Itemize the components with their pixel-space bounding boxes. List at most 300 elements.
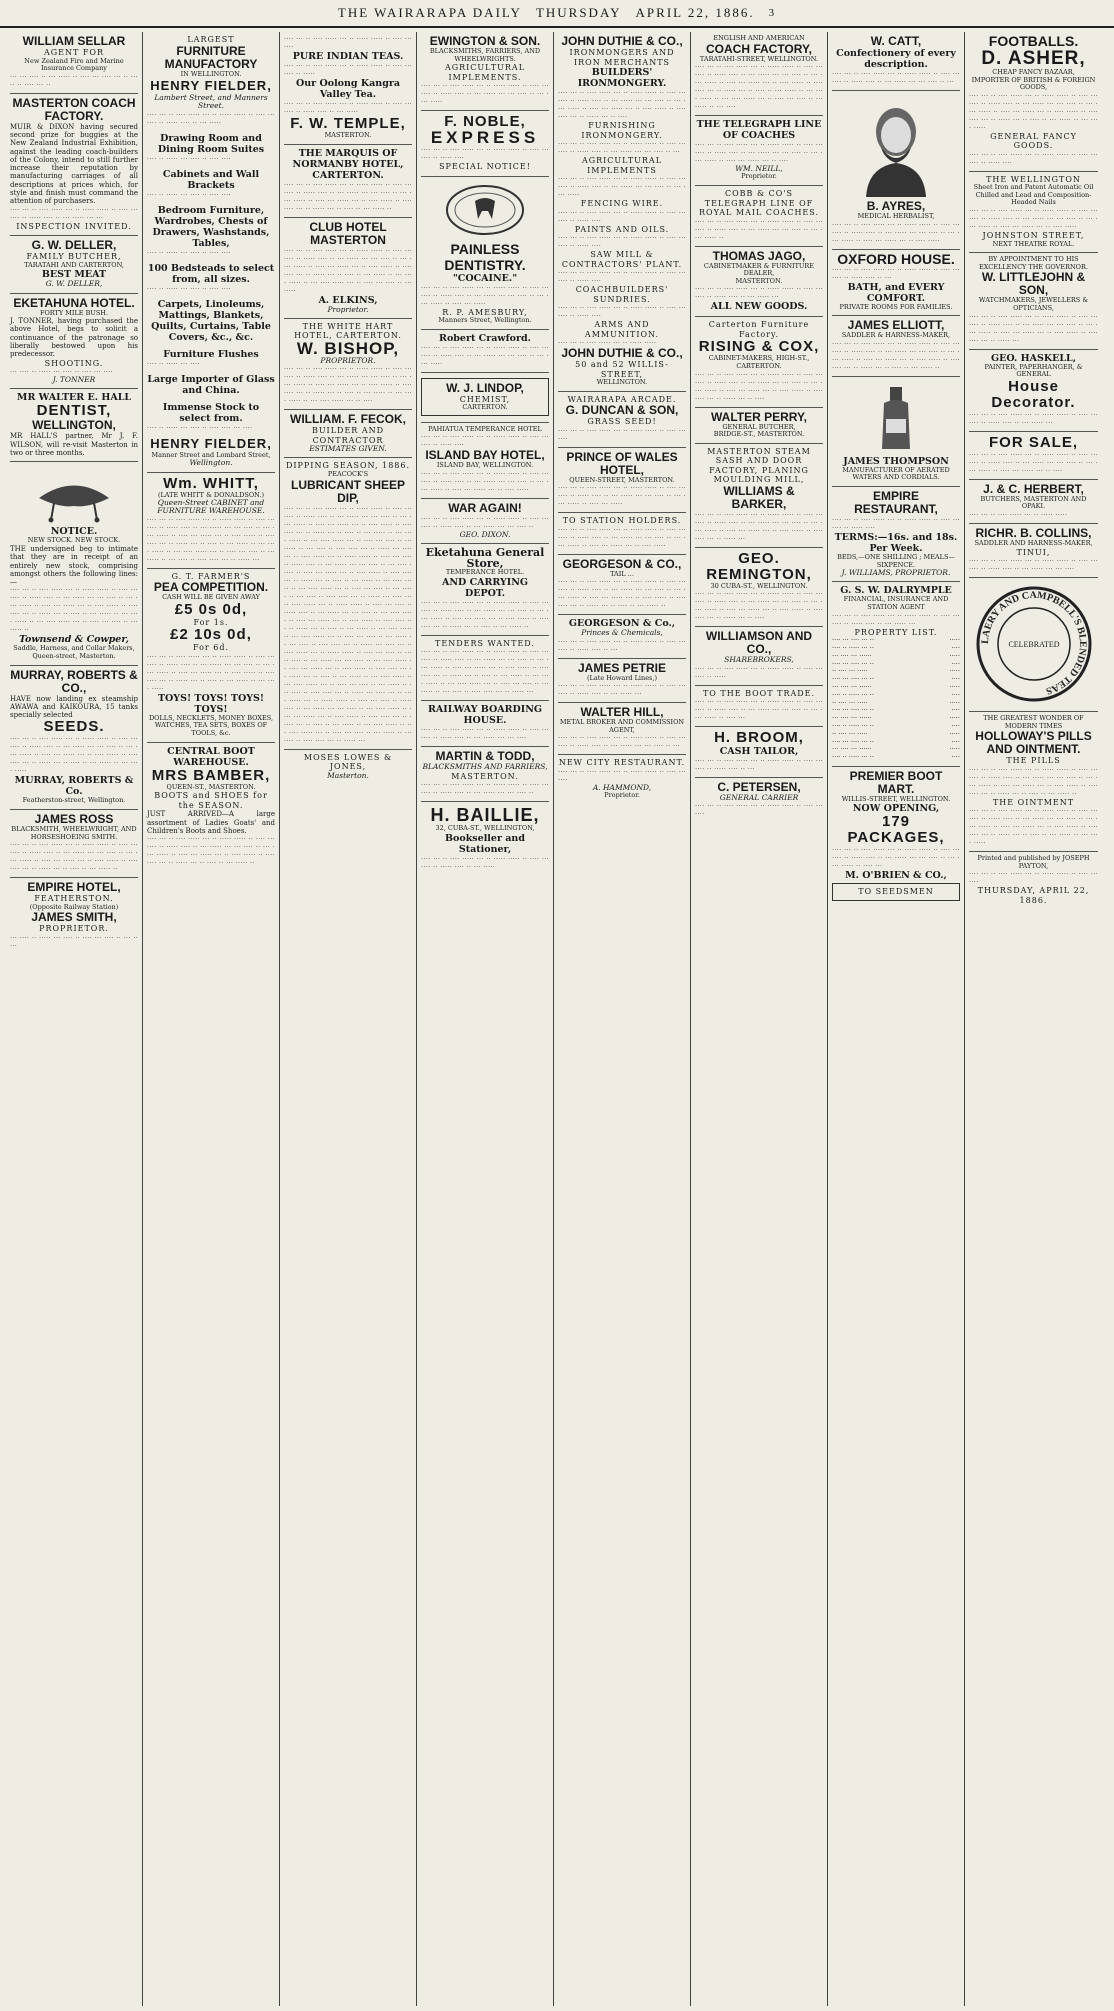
ad-place: WELLINGTON, xyxy=(32,418,116,433)
ad-subtitle: WILLIS-STREET, WELLINGTON. xyxy=(841,794,951,803)
ad-title: WILLIAMSON AND CO., xyxy=(705,629,813,657)
ad-kicker: DIPPING SEASON, 1886. xyxy=(285,461,411,471)
ad-title: TENDERS WANTED. xyxy=(435,638,535,648)
ad-owner: F. W. TEMPLE, xyxy=(290,115,406,132)
body-text-filler: ···· ··· ·· ···· ····· ··· ·· ····· ····· xyxy=(969,510,1068,519)
ad-lindop xyxy=(421,373,549,423)
body-text-filler: ···· ··· ·· ···· ····· ··· ·· ····· ····· ·· ···· ··· ···· ·· ····· ···· ·· ··· ····· ··· ··· ···· ·· ··· ···· ····· ·· ···· ··· ····· ··· ·· ···· ····· ·· ···· ···· ··· ·· ····· ··· ·· ···· ·· ··· ····· ·· ··· ···· ····· ·· ··· ···· ····· ··· ·· ···· ··· ···· ·· ··· ····· ·· ··· ···· xyxy=(695,63,823,112)
ad-address: Saddle, Harness, and Collar Makers, Queen-street, Masterton. xyxy=(13,644,135,660)
ad-prince-of-wales xyxy=(558,448,686,514)
ad-section: PAINTS AND OILS. xyxy=(574,224,670,234)
property-list-row: ··· ···· ··· ······ ····· xyxy=(832,714,960,723)
ad-subtitle: Bookseller and Stationer, xyxy=(445,832,525,855)
body-text-filler: ···· ··· ·· ···· ····· ··· ·· ····· ····· ·· ···· ··· ···· ·· ····· ···· ·· ··· ····· ··· ··· ···· ·· ··· ···· ····· ·· ···· ··· ····· ··· ·· ···· ····· xyxy=(832,220,960,245)
ad-subtitle: GENERAL BUTCHER, xyxy=(722,422,796,431)
ad-title: WILLIAM SELLAR xyxy=(22,34,126,48)
ad-signature: G. W. DELLER, xyxy=(45,279,103,289)
ad-furniture xyxy=(147,32,275,473)
ad-title: H. BROOM, xyxy=(714,729,804,747)
ad-feature: SHOOTING. xyxy=(44,358,104,368)
ad-subtitle: SADDLER AND HARNESS-MAKER, xyxy=(974,538,1093,547)
ad-asher xyxy=(969,32,1098,172)
ad-title: FURNITURE MANUFACTORY xyxy=(164,43,258,71)
ad-title: THE TELEGRAPH LINE OF COACHES xyxy=(696,119,822,142)
body-text-filler: ···· ··· ·· ···· ····· ··· ·· ····· ····· ·· ···· ··· ···· ·· ····· ···· ·· ··· ····· ··· ··· ···· ·· ··· ···· ····· ·· ···· ··· ····· ··· ·· ···· xyxy=(969,450,1098,475)
body-text-filler: ···· ··· ·· ···· ····· ··· ·· ····· ····· ·· ···· ··· ···· ·· ····· ···· ·· ··· ····· xyxy=(147,110,275,127)
ad-line: DOLLS, NECKLETS, MONEY BOXES, WATCHES, TEA SETS, BOXES OF TOOLS, &c. xyxy=(148,713,274,738)
ad-subtitle: CABINET-MAKERS, HIGH-ST., CARTERTON. xyxy=(708,354,810,370)
body-text-filler: ···· ··· ·· ···· ····· ··· ·· ····· ····· ·· ···· ··· ···· ·· ····· ···· ·· ··· ····· ··· ··· xyxy=(10,205,138,222)
ad-title: RICHR. B. COLLINS, xyxy=(975,525,1092,540)
property-list-row: ·· ···· ··· ····· ····· xyxy=(832,729,960,738)
ad-address: 50 and 52 WILLIS-STREET, xyxy=(575,360,669,379)
column-6 xyxy=(691,32,828,2006)
body-text-filler: ···· ··· ·· ···· ····· ··· ·· ····· ····· ·· ···· ··· ···· ·· ····· ···· ·· ··· ····· ··· ··· ···· ·· ··· ···· ····· ·· ···· ··· ····· ··· ·· ···· ····· ·· ···· ···· ··· ·· ····· ··· ·· ···· xyxy=(558,89,686,121)
ad-ayres xyxy=(832,91,960,250)
body-text-filler: ···· ··· ·· ···· ····· ··· ·· ····· ····· ·· ···· ··· ···· ·· ····· ···· ·· ··· ····· ··· ··· ···· ·· ··· ···· ····· ·· ···· ··· ····· ··· ·· ···· ····· ·· ···· ···· ··· ·· ····· ··· ·· ···· ·· ··· ····· ·· xyxy=(147,835,275,868)
ad-place: MASTERTON. xyxy=(451,771,519,781)
body-text-filler: ···· ··· ·· ···· ····· ··· ·· ····· ····· ·· ···· ··· ···· ·· ····· ···· xyxy=(558,234,686,250)
body-text-filler: ···· ··· ·· ···· ····· ··· ·· ····· ····· ·· ···· ··· ···· ·· ····· ···· ·· ··· ····· ··· ··· ···· ·· ··· ···· ····· ·· ···· ··· ····· ··· ·· ···· ····· ·· ···· ···· ··· ·· ····· ··· ·· ···· ·· ··· ····· ·· ··· ···· ····· ·· ··· ···· ····· ··· ·· ···· ··· ···· ·· ··· ····· ·· ··· ···· ·· ···· ···· ··· ·· ····· ··· xyxy=(421,648,549,697)
body-text-filler: ···· ··· ·· ···· ····· ··· ·· ····· ····· ·· ···· ··· ···· ·· ····· ···· ·· ··· ····· ··· ··· ···· ·· ··· ···· ····· ·· ···· ··· ····· ··· ·· ···· ····· xyxy=(421,470,549,495)
ad-title: GEO. REMINGTON, xyxy=(706,549,812,583)
ad-line: Bedroom Furniture, Wardrobes, Chests of Drawers, Washstands, Tables, xyxy=(152,204,270,249)
ad-body: JUST ARRIVED—A large assortment of Ladies Goats' and Children's Boots and Shoes. xyxy=(147,810,275,835)
body-text-filler: ···· ··· ·· ···· ····· ··· ·· ····· ····· ·· ···· ··· ···· ·· ····· ···· ·· ··· ····· ··· ··· ···· ·· ··· ···· ····· ·· ···· ··· ····· ··· ·· ···· ····· ·· ···· ···· ··· ·· ····· ··· ·· ···· ·· ··· ····· ·· ··· ···· ····· ·· ··· ···· ····· ··· ·· ···· ··· ···· ·· ··· ····· ·· xyxy=(10,586,138,635)
ad-signature: Townsend & Cowper, xyxy=(19,634,129,646)
ad-owner: F. NOBLE, xyxy=(444,113,526,131)
ad-trade: CHEMIST, xyxy=(459,394,511,404)
ad-address: Manners Street, Wellington. xyxy=(438,316,532,325)
masthead-day: THURSDAY xyxy=(535,5,622,20)
ad-catt xyxy=(832,32,960,91)
ad-feature: GRASS SEED! xyxy=(587,417,657,427)
ad-subtitle: Sheet Iron and Patent Automatic Oil Chilled and Lead and Composition-Headed Nails xyxy=(973,183,1094,207)
body-text-filler: ···· ··· ·· ···· ····· ··· ·· ····· ····· ·· ···· ··· ···· ·· ····· ···· xyxy=(421,146,549,163)
ad-title: J. & C. HERBERT, xyxy=(983,481,1084,496)
ad-owner: PEACOCK'S xyxy=(327,469,369,478)
body-text-filler: ···· ··· ·· ···· ····· ··· ·· ····· ····· ·· ···· ··· ···· ·· ····· ···· ·· ··· ····· ··· ··· ···· ·· ··· ···· ····· ·· ···· ··· ····· ··· ·· ···· ····· ·· ···· ···· ··· ·· ····· ··· xyxy=(695,510,823,543)
body-text-filler: ···· ··· ·· ···· ····· ··· ·· ····· ····· ·· ···· ··· ···· ·· ····· ···· ·· ··· ····· ··· ··· ···· ·· ··· ···· ····· ·· ···· ··· ····· ··· ·· ···· ····· ·· ···· ···· ··· ·· ····· ··· ·· ···· ·· ··· ····· ·· ··· ···· ····· ·· ··· ···· ····· ··· ·· ···· ··· ···· ·· ··· ····· ·· ··· ···· ·· ···· ···· ··· ·· ····· ··· ···· ··· ·· ···· ····· ··· ·· ····· ····· ·· ···· ··· ···· ·· ····· ···· ·· ··· ····· ··· ··· ···· ·· ··· ···· ····· ·· ···· ··· ····· ··· ·· ···· ····· ·· ···· ···· ··· ·· ····· ··· ·· ···· ·· ··· ····· ·· ··· ···· ····· ·· ··· ···· ····· ··· ·· ···· ··· ···· ·· ··· ····· ·· ··· ···· ·· ···· ···· ··· ·· ····· ··· ···· ··· ·· ···· ····· ··· ·· ····· ····· ·· ···· ··· ···· ·· ····· ···· ·· ··· ····· ··· ··· ···· ·· ··· ···· ····· ·· ···· ··· ····· ··· ·· ···· ····· ·· ···· ···· ··· ·· ····· ··· ·· ···· ·· ··· ····· ·· ··· ···· ····· ·· ··· ···· ····· ··· ·· ···· ··· ···· ·· ··· ····· ·· ··· ···· ·· ···· ···· ··· ·· ····· ··· ···· ··· ·· ···· ····· ··· ·· ····· ····· ·· ···· ··· ···· ·· ····· ···· ·· ··· ····· ··· ··· ···· ·· ··· ···· ····· ·· ···· ··· ····· ··· ·· ···· ····· ·· ···· ···· ··· ·· ····· ··· ·· ···· ·· ··· ····· ·· ··· ···· ····· ·· ··· ···· ····· ··· ·· ···· ··· ···· ·· ··· ····· ·· ··· ···· ·· ···· ···· ··· ·· ····· ··· ···· ··· ·· ···· ····· ··· ·· ····· ····· ·· ···· ··· ···· ·· ····· ···· ·· ··· ····· ··· ··· ···· ·· ··· ···· ····· ·· ···· ··· ····· ··· ·· ···· ····· ·· ···· ···· ··· ·· ····· ··· ·· ···· ·· ··· ····· ·· ··· ···· ····· ·· ··· ···· ····· ··· ·· ···· ··· ···· ·· ··· ····· ·· ··· ···· ·· ···· ···· ··· ·· ····· ··· xyxy=(284,504,412,745)
ad-section: AGRICULTURAL IMPLEMENTS xyxy=(581,156,663,175)
ad-title: Robert Crawford. xyxy=(439,332,531,344)
body-text-filler: ···· ··· ·· ···· ····· ··· ·· ····· ····· ·· ···· ··· ···· ·· ····· xyxy=(284,62,412,78)
ad-title: MASTERTON COACH FACTORY. xyxy=(12,95,136,123)
ad-pahiatua xyxy=(421,423,549,499)
body-text-filler: ···· ··· ·· ···· ····· ··· ·· ····· ····· ·· ···· ··· ···· ·· ····· ···· ·· ··· ····· ··· ··· ···· ·· ··· xyxy=(832,70,960,86)
ad-title: EXPRESS xyxy=(430,128,540,148)
ad-coach-factory-2 xyxy=(695,32,823,116)
body-text-filler: ···· ··· ·· ···· ····· ··· ·· ····· ····· ·· ···· ··· ···· ·· ····· ···· ·· ··· ····· ··· ··· ···· ·· ··· ···· ····· ·· xyxy=(695,217,823,242)
ad-signature: A. ELKINS, xyxy=(318,294,378,306)
ad-club-hotel xyxy=(284,218,412,319)
ad-address: BRIDGE-ST., MASTERTON. xyxy=(713,430,805,439)
body-text-filler: ···· ··· ·· ···· ····· ··· ·· ····· ····· ·· ···· ··· ···· ·· ····· ···· ·· ··· ····· ··· ··· ···· ·· ··· ···· ····· ·· ···· ··· ····· ··· ·· ···· ····· ·· ···· ···· ··· ·· ····· ··· ·· ···· ·· ··· ····· ·· ··· ···· ····· xyxy=(969,807,1098,848)
ad-role: Proprietor. xyxy=(604,791,640,800)
ad-premier-boot-mart xyxy=(832,767,960,907)
ad-littlejohn xyxy=(969,253,1098,349)
ad-subtitle: FAMILY BUTCHER, xyxy=(26,252,122,262)
ad-line: Carpets, Linoleums, Mattings, Blankets, Quilts, Curtains, Table Covers, &c., &c. xyxy=(151,298,271,343)
body-text-filler: ···· ··· ·· ···· ····· ··· ·· ····· ····· ·· ···· ··· ···· ·· ····· ···· ·· ··· ····· ··· ··· ···· ·· ··· ···· ····· ·· ···· ··· xyxy=(832,846,960,871)
ad-subtitle: THE WHITE HART HOTEL, CARTERTON. xyxy=(294,321,402,341)
ad-address: JOHNSTON STREET, xyxy=(982,231,1085,241)
masthead-title: THE WAIRARAPA DAILY xyxy=(337,5,522,20)
ad-signature: A. HAMMOND, xyxy=(592,782,652,792)
body-text-filler: ···· ··· ·· ···· ····· ··· ·· ····· ····· ·· ···· ··· ···· ·· ····· ···· xyxy=(421,433,549,450)
body-text-filler: ···· ·· ····· ··· ···· ·· ···· ···· xyxy=(147,284,231,293)
ad-title: PREMIER BOOT MART. xyxy=(849,768,943,796)
ad-title: MARTIN & TODD, xyxy=(435,749,535,764)
property-list-row: ···· ·· ····· ··· ·· ···· xyxy=(832,721,960,730)
ad-kicker: LARGEST xyxy=(187,35,235,44)
body-text-filler: ···· ·· ····· ··· ···· ·· ···· ···· ··· ···· xyxy=(147,423,253,432)
ad-line: Immense Stock to select from. xyxy=(162,401,260,424)
ad-subtitle: IRONMONGERS AND IRON MERCHANTS xyxy=(569,48,675,67)
body-text-filler: ···· ··· ·· ···· ····· ··· ·· ····· ····· ·· ···· ··· ···· ·· ····· ···· ·· ··· ····· ··· ··· ···· ·· ··· ···· ····· xyxy=(421,343,549,368)
ad-subtitle: FORTY MILE BUSH. xyxy=(39,308,109,317)
ad-trade: DENTIST, xyxy=(36,402,112,420)
soda-bottle-illustration xyxy=(866,383,926,453)
ad-kicker: ENGLISH AND AMERICAN xyxy=(713,34,805,42)
ad-role: PROPRIETOR. xyxy=(39,924,109,934)
ad-title: NEW CITY RESTAURANT. xyxy=(558,758,686,768)
body-text-filler: ···· ··· ·· ···· ····· ··· ·· ····· ····· ·· ···· ··· ···· ·· ····· ···· ·· ··· ····· ··· ··· ···· ·· ··· ···· ····· ·· ···· ··· ····· ··· ·· ···· ····· ·· ···· ···· ··· ·· ····· ··· ·· ···· ·· ··· ····· ·· ··· ···· ····· xyxy=(10,735,138,776)
ad-title: CLUB HOTEL MASTERTON xyxy=(309,219,387,247)
prize-cost: For 1s. xyxy=(193,617,229,627)
ad-cobb xyxy=(695,186,823,247)
ad-owner: MRS BAMBER, xyxy=(151,766,271,784)
ad-kicker: WAIRARAPA ARCADE. xyxy=(567,394,677,404)
ad-title: EMPIRE RESTAURANT, xyxy=(854,488,938,516)
body-text-filler: ···· ··· ·· ···· ····· ··· ·· ····· ····· ·· ···· ··· ···· ·· ····· ···· ·· ··· xyxy=(832,265,960,282)
ad-thompson xyxy=(832,377,960,487)
ad-title: GEORGESON & CO., xyxy=(562,556,682,571)
ad-owner: HENRY FIELDER, xyxy=(150,78,272,94)
property-list-row: ···· ·· ····· ··· ·· ···· xyxy=(832,643,960,652)
body-text-filler: ···· ··· ·· ···· ····· ··· ·· ····· ····· ·· ···· ··· ···· ·· ····· xyxy=(695,664,823,681)
ad-indian-teas xyxy=(284,32,412,145)
body-text-filler: ···· ··· ·· ···· ····· ··· ·· ····· ····· ·· ···· ··· ···· ·· ····· ···· ·· ··· xyxy=(558,637,686,654)
ad-role: Proprietor. xyxy=(741,172,777,181)
imprint-text: Printed and published by JOSEPH PAYTON, xyxy=(977,854,1090,870)
ad-feature: TOYS! TOYS! TOYS! TOYS! xyxy=(157,692,265,715)
property-list-row: ···· ··· ···· ··· ·· ···· xyxy=(832,659,960,668)
ad-signature: J. WILLIAMS, PROPRIETOR. xyxy=(841,568,951,578)
body-text-filler: ···· ··· ·· ···· ····· ··· ·· ····· ····· ·· ···· ··· ···· ·· ····· ···· xyxy=(832,515,960,532)
ad-kicker: THE GREATEST WONDER OF MODERN TIMES xyxy=(983,714,1084,730)
ad-coach-factory xyxy=(10,94,138,236)
imprint xyxy=(969,852,1098,909)
ad-subtitle: (LATE WHITT & DONALDSON.) xyxy=(157,490,265,499)
ad-petersen xyxy=(695,778,823,822)
ad-subtitle: QUEEN-STREET, MASTERTON. xyxy=(569,475,675,484)
body-text-filler: ···· ··· ·· ···· ····· ··· ·· ····· ····· ·· ···· ··· ···· ·· ····· ···· xyxy=(558,304,686,320)
ad-subtitle: WATCHMAKERS, JEWELLERS & OPTICIANS, xyxy=(978,296,1089,312)
ad-feature: NOW OPENING, xyxy=(852,803,940,815)
column-3 xyxy=(280,32,417,2006)
ad-title: PRINCE OF WALES HOTEL, xyxy=(566,449,678,477)
ad-notice xyxy=(10,462,138,665)
ad-title: GEORGESON & Co., xyxy=(568,618,676,630)
ad-kicker: BY APPOINTMENT TO HIS EXCELLENCY THE GOVERNOR. xyxy=(979,255,1088,271)
property-list-row: ··· ···· ··· ······ ····· xyxy=(832,682,960,691)
body-text-filler: ···· ··· ·· ···· ····· ··· ·· ····· ····· ·· ···· ··· ···· ·· ····· ···· ·· ··· ····· ··· ··· ···· ·· ··· ···· ····· ·· ···· ··· ····· xyxy=(558,484,686,509)
body-text-filler: ···· ··· ·· ···· ····· ··· ·· ····· ····· ·· ···· ··· ···· ·· ····· ···· ·· ··· ····· ··· ··· ···· ·· ··· xyxy=(558,140,686,156)
body-text-filler: ···· ··· ·· ···· ····· ··· ·· ····· ····· ·· ···· ··· ···· ·· ····· ···· ·· ··· ····· ··· ··· ···· ·· ··· ···· ····· ·· ···· ··· ····· ··· ·· ···· ····· ·· ···· ···· ··· ·· ····· ··· xyxy=(969,312,1098,345)
ad-kicker: PAHIATUA TEMPERANCE HOTEL xyxy=(428,424,542,433)
ad-city: Wellington. xyxy=(189,458,233,468)
ad-title: THE WELLINGTON xyxy=(986,174,1081,184)
ad-feature: "COCAINE." xyxy=(452,272,518,284)
ad-subtitle: BOOTS and SHOES for the SEASON. xyxy=(154,791,268,810)
ad-title: W. CATT, xyxy=(870,34,922,48)
ad-subtitle: AGENT FOR xyxy=(43,48,105,57)
body-text-filler: ···· ··· ·· ···· ····· ··· ·· ····· ····· ·· ···· ··· ···· ·· ····· ···· ·· ··· ····· ··· xyxy=(695,285,823,302)
ad-murray-roberts xyxy=(10,666,138,810)
ad-title: MR WALTER E. HALL xyxy=(16,392,132,404)
ad-signature: J. TONNER xyxy=(52,375,96,385)
ad-kicker: MASTERTON STEAM SASH AND DOOR FACTORY, PLANING MOULDING MILL, xyxy=(707,446,811,485)
ad-feature: BEST MEAT xyxy=(41,269,107,281)
ad-signature: GEO. DIXON. xyxy=(459,530,511,540)
body-text-filler: ···· ··· ·· ···· ····· ··· ·· ····· ····· ·· ···· ··· ···· ·· ····· ···· ·· ··· ····· ··· ··· ···· xyxy=(421,726,549,743)
body-text-filler: ···· ··· ·· ···· ····· ··· ·· ····· ····· ·· ···· ··· ···· ·· ····· ···· ·· ··· ····· ··· ··· ···· ·· ··· ···· ····· ·· ···· ··· ····· ··· ·· ···· ····· ·· ···· ···· ··· ·· ····· ··· ·· ···· ·· ··· ····· ·· xyxy=(832,339,960,372)
ad-georgeson xyxy=(558,555,686,616)
ad-line: Cabinets and Wall Brackets xyxy=(162,168,260,191)
ad-title: House Decorator. xyxy=(991,377,1076,411)
imprint-date: THURSDAY, APRIL 22, 1886. xyxy=(977,886,1090,905)
property-list-row: ··· ···· ··· ······ ····· xyxy=(832,745,960,754)
body-text-filler: ···· ··· ·· ···· ····· ··· ·· ····· ····· ·· ···· ··· ···· ·· ····· ···· ·· ··· ····· ··· ··· ···· ·· ··· ···· ····· ·· ···· ··· ····· xyxy=(421,283,549,308)
ad-body: HAVE now landing ex steamship AWAWA and KAIKOURA, 15 tanks specially selected xyxy=(10,694,138,720)
body-text-filler: ···· ··· ·· ···· ····· ··· ·· ····· ····· ·· ···· ··· ···· xyxy=(558,426,686,443)
ad-title: OXFORD HOUSE. xyxy=(837,250,955,267)
ad-section: THE OINTMENT xyxy=(992,797,1075,807)
ad-subtitle: TEMPERANCE HOTEL. xyxy=(445,568,525,577)
ad-proprietor: JAMES SMITH, xyxy=(31,910,117,925)
ad-georgeson-2 xyxy=(558,615,686,658)
ad-subtitle: Confectionery of every description. xyxy=(836,48,956,70)
ad-city-restaurant xyxy=(558,755,686,803)
ad-title: C. PETERSEN, xyxy=(717,780,801,795)
ad-empire-hotel xyxy=(10,878,138,954)
body-text-filler: ···· ··· ·· ···· ····· ··· ·· ····· ····· ·· ···· ··· ···· xyxy=(558,767,686,784)
ad-address: QUEEN-ST., MASTERTON. xyxy=(166,782,256,791)
body-text-filler: ···· ··· ·· ···· ····· ··· ·· ····· ····· ·· ···· ··· ···· xyxy=(284,35,412,51)
ad-address: (Opposite Railway Station) xyxy=(29,902,119,911)
ad-marquis xyxy=(284,145,412,218)
ad-subtitle: BUILDER AND CONTRACTOR xyxy=(311,426,385,445)
body-text-filler: ···· ··· ·· ···· ····· ··· ·· ····· ····· ·· ···· ··· ···· ·· ····· ···· ·· ··· ····· ··· ··· ···· ·· ··· ···· ····· ·· ···· ··· ····· ··· ·· ···· ····· ·· ···· ···· ··· ·· ····· ··· ·· ···· ·· ··· ····· ·· ··· ···· ····· ·· ··· ···· ····· ··· ·· ···· ··· ···· ·· ··· ····· xyxy=(284,246,412,295)
ad-section: FURNISHING IRONMONGERY. xyxy=(581,121,663,140)
ad-title: G. DUNCAN & SON, xyxy=(565,403,679,418)
ad-title: H. BAILLIE, xyxy=(430,805,540,826)
body-text-filler: ···· ··· ·· ···· ····· ··· ·· ····· ····· ·· ···· ··· ···· xyxy=(695,802,823,819)
ad-subtitle: SADDLER & HARNESS-MAKER, xyxy=(841,331,951,340)
ad-subtitle: BUTCHERS, MASTERTON AND OPAKI. xyxy=(980,494,1087,511)
ad-feature: Our Oolong Kangra Valley Tea. xyxy=(295,78,401,100)
ad-bottom-signature xyxy=(284,750,412,784)
body-text-filler: ···· ··· ·· ···· ····· ··· ·· ····· ····· ·· ···· ··· ···· ·· ····· ···· ·· ··· ····· ··· ··· ···· ·· ··· ···· ····· ·· ···· ··· xyxy=(695,698,823,723)
ad-address: Lambert Street, and Manners Street. xyxy=(154,93,268,111)
page-number: 3 xyxy=(768,7,777,19)
ad-subtitle: FINANCIAL, INSURANCE AND STATION AGENT xyxy=(843,595,949,612)
ad-pea-competition xyxy=(147,569,275,743)
ad-subtitle: PAINTER, PAPERHANGER, & GENERAL xyxy=(984,362,1083,379)
property-list-row: ··· ···· ··· ······ ····· xyxy=(832,651,960,660)
ad-boot-trade xyxy=(695,686,823,728)
ad-title: W. J. LINDOP, xyxy=(446,380,524,395)
body-text-filler: ···· ··· ·· ···· ····· ··· ·· ····· ····· ·· ···· ··· ···· ·· ····· ···· ·· ··· ····· ··· ··· ···· ·· ··· ···· ····· ·· ···· ··· ····· ··· ·· ···· ····· ·· ···· ···· ··· ·· ····· ··· ·· ···· xyxy=(695,370,823,403)
ad-title: Wm. WHITT, xyxy=(163,474,259,492)
property-list-row: ···· ··· ···· ··· ·· ···· xyxy=(832,675,960,684)
ad-sheep-dip xyxy=(284,458,412,749)
ad-perry xyxy=(695,408,823,444)
ad-address: 32, CUBA-ST., WELLINGTON, xyxy=(435,824,535,833)
prize-amount: £2 10s 0d, xyxy=(170,626,252,644)
ad-place: MASTERTON. xyxy=(735,276,783,285)
ad-title: JAMES PETRIE xyxy=(577,660,667,675)
ad-role: PROPRIETOR. xyxy=(320,355,376,365)
ad-body: MUIR & DIXON having secured second prize for buggies at the New Zealand Industrial Exhibition, against the leading coach-builders of the Colony, intend to still further increase their reputation by manufacturing carriages of all descriptions at prices which, for style and finish must command the attention of purchasers. xyxy=(10,122,138,206)
ad-section: ARMS AND AMMUNITION. xyxy=(584,320,660,339)
ad-for-sale xyxy=(969,432,1098,480)
ad-feature: AND CARRYING DEPOT. xyxy=(441,576,529,599)
ad-section: COACHBUILDERS' SUNDRIES. xyxy=(575,285,669,304)
ad-section: THE PILLS xyxy=(1006,756,1061,766)
ad-subtitle: SPECIAL NOTICE! xyxy=(439,162,531,172)
body-text-filler: ···· ··· ·· ···· ····· ··· ·· ····· ····· ·· ···· ··· ···· ·· ····· ···· ·· ··· ····· ··· ··· ···· ·· xyxy=(421,781,549,798)
ad-subtitle: BLACKSMITH, WHEELWRIGHT, AND HORSESHOEING SMITH. xyxy=(11,825,137,841)
body-text-filler: ···· ··· ·· ···· ····· ··· ·· ····· ····· ·· ···· ··· ···· ·· ····· ···· ·· ··· ····· ··· ··· ···· ·· ··· ···· ····· ·· ···· ··· ····· ··· ·· ···· ····· xyxy=(969,207,1098,232)
ad-feature: AGRICULTURAL IMPLEMENTS. xyxy=(444,63,526,82)
body-text-filler: ···· ··· ·· ···· ····· ··· ·· ····· ····· ·· ···· ··· ···· ·· ····· ···· ·· ··· ····· ··· ··· ···· ·· ··· ···· ····· ·· ···· ··· ····· ··· ·· ···· ····· ·· ···· ···· ··· ·· ····· ··· ·· ···· xyxy=(695,590,823,623)
body-text-filler: ···· ··· ·· ···· ····· ··· ·· ····· ····· ·· ···· ··· ···· ·· ····· ···· ·· ··· ····· ··· xyxy=(558,682,686,699)
ad-collins xyxy=(969,524,1098,578)
ad-station-holders xyxy=(558,513,686,555)
ad-subtitle: (Late Howard Lines,) xyxy=(587,673,657,682)
ad-subtitle: NEW STOCK. NEW STOCK. xyxy=(27,536,121,545)
ad-subtitle: ISLAND BAY, WELLINGTON. xyxy=(436,461,534,470)
ad-line: ESTIMATES GIVEN. xyxy=(309,444,387,454)
ad-title: NOTICE. xyxy=(50,526,98,538)
ad-title: PAINLESS DENTISTRY. xyxy=(444,240,526,273)
ad-title: B. AYRES, xyxy=(866,199,926,213)
ad-signature: M. O'BRIEN & CO., xyxy=(845,870,947,882)
ad-noble-express xyxy=(421,111,549,177)
body-text-filler: ···· ··· ·· ···· ····· ··· ·· ····· ····· ·· ···· ··· ···· ·· ····· ···· ·· ··· ····· ··· ··· ···· ·· ··· ···· ····· ·· ···· ··· ····· ··· ·· ···· xyxy=(695,141,823,166)
portrait-illustration xyxy=(856,97,936,197)
column-7 xyxy=(828,32,965,2006)
ad-section: BUILDERS' IRONMONGERY. xyxy=(577,67,667,89)
ad-crawford xyxy=(421,330,549,373)
ad-railway-boarding xyxy=(421,701,549,747)
ad-feature: 179 PACKAGES, xyxy=(847,813,945,847)
ad-eketahuna-hotel xyxy=(10,294,138,390)
ad-builder xyxy=(284,410,412,458)
column-8 xyxy=(965,32,1102,2006)
ad-line: Furniture Flushes xyxy=(163,348,259,360)
ad-jago xyxy=(695,247,823,318)
ad-sellar xyxy=(10,32,138,94)
ad-title: RAILWAY BOARDING HOUSE. xyxy=(427,704,543,727)
ad-kicker: G. T. FARMER'S xyxy=(171,571,251,581)
ad-footer: INSPECTION INVITED. xyxy=(16,221,132,231)
ad-line: PRIVATE ROOMS FOR FAMILIES. xyxy=(839,302,953,311)
body-text-filler: ···· ··· ·· ···· ····· ··· ·· ····· ····· ·· ···· ··· ···· ·· ····· ···· ·· ··· ····· xyxy=(284,100,412,116)
column-5 xyxy=(554,32,691,2006)
property-list-row: ·· ···· ··· ····· ····· xyxy=(832,698,960,707)
ad-williamson xyxy=(695,627,823,685)
ad-duthie xyxy=(558,32,686,392)
ad-subtitle: BLACKSMITHS, FARRIERS, AND WHEELWRIGHTS. xyxy=(429,47,541,63)
ad-terms: TERMS:—16s. and 18s. Per Week. xyxy=(834,531,958,554)
saddle-illustration xyxy=(29,468,119,523)
property-list-row: ···· ··· ···· ··· ·· ···· xyxy=(832,737,960,746)
ad-dentist xyxy=(10,389,138,462)
ad-title: EKETAHUNA HOTEL. xyxy=(13,295,135,310)
ad-painless-dentistry xyxy=(421,177,549,330)
tea-seal-illustration xyxy=(974,584,1094,704)
ad-title: COBB & CO'S TELEGRAPH LINE OF ROYAL MAIL COACHES. xyxy=(699,189,819,218)
ad-eketahuna-store xyxy=(421,544,549,636)
ad-deller xyxy=(10,236,138,293)
ad-title: HOLLOWAY'S PILLS AND OINTMENT. xyxy=(975,729,1092,757)
ad-place: MASTERTON. xyxy=(324,131,372,139)
ad-subtitle: MEDICAL HERBALIST, xyxy=(857,212,935,220)
ad-trade: Queen-Street CABINET and FURNITURE WAREHOUSE. xyxy=(157,498,265,516)
ad-title: PEA COMPETITION. xyxy=(153,580,269,595)
column-2 xyxy=(143,32,280,2006)
ad-section: FENCING WIRE. xyxy=(580,199,664,208)
body-text-filler: ···· ··· ·· ···· ····· ··· ·· ····· ····· ·· ···· ··· ···· ·· ····· ···· ·· ··· ····· ··· ··· ···· ·· ··· ···· ····· ·· ···· ··· ····· ··· ·· ···· ····· ·· ···· ···· ··· ·· ····· ··· ·· ···· ·· ··· ····· ·· xyxy=(558,578,686,611)
ad-ewington xyxy=(421,32,549,111)
ad-section: PROPERTY LIST. xyxy=(854,627,938,637)
ad-title: W. BISHOP, xyxy=(296,338,400,358)
body-text-filler: ···· ·· ····· ··· ···· xyxy=(147,359,200,368)
ad-title: G. S. W. DALRYMPLE xyxy=(840,585,952,597)
ad-title: JOHN DUTHIE & CO., xyxy=(561,34,683,48)
ad-wellington-nails xyxy=(969,172,1098,253)
column-1 xyxy=(6,32,143,2006)
ad-title: TO THE BOOT TRADE. xyxy=(702,688,816,698)
ad-address: Manner Street and Lombard Street, xyxy=(151,450,271,459)
ad-subtitle: GENERAL CARRIER xyxy=(719,793,799,803)
ad-broom xyxy=(695,727,823,778)
ad-address: Featherston-street, Wellington. xyxy=(22,796,126,805)
ad-title: Eketahuna General Store, xyxy=(425,546,545,571)
ad-address: 30 CUBA-ST., WELLINGTON. xyxy=(710,581,808,590)
body-text-filler: ···· ··· ·· ···· ····· ··· ·· ····· ····· ·· ···· ··· ···· ·· ····· ···· ·· ··· ····· xyxy=(421,854,549,871)
ad-whitt xyxy=(147,473,275,569)
property-list-row: ·· ···· ··· ····· ····· xyxy=(832,667,960,676)
ad-footer: TO SEEDSMEN xyxy=(858,887,934,897)
property-list-row: ···· ·· ····· ··· ·· ···· xyxy=(832,753,960,762)
ad-telegraph-line xyxy=(695,116,823,186)
ad-boot-warehouse xyxy=(147,743,275,871)
ad-dalrymple xyxy=(832,582,960,766)
property-list-row: ···· ··· ···· ··· ·· ···· xyxy=(832,706,960,715)
ad-title: CENTRAL BOOT WAREHOUSE. xyxy=(167,745,255,768)
ad-subtitle: CASH WILL BE GIVEN AWAY xyxy=(162,593,260,602)
body-text-filler: ···· ··· ·· ···· ····· ··· ·· ····· ····· ·· ···· ··· ···· ·· ····· ···· ·· ··· ····· ··· ··· ···· ·· ··· ···· ····· ·· ···· ··· ····· ··· ·· ···· ····· ·· ···· ···· ··· ·· ····· ··· ·· ···· ·· ··· ····· ·· ··· ···· ····· ·· ··· ···· ····· ··· ·· ···· ··· ···· ·· ··· ····· ·· ··· ···· ·· ···· ···· ··· ·· ····· ··· xyxy=(147,515,275,564)
body-text-filler: ···· ··· ·· ···· ····· ··· ·· ····· ····· ·· ···· ··· ···· xyxy=(969,870,1098,887)
ad-signature: WM. NEILL, xyxy=(735,164,783,174)
ad-title: D. ASHER, xyxy=(981,48,1086,69)
ad-subtitle: CABINETMAKER & FURNITURE DEALER, xyxy=(703,261,815,278)
ad-feature: BATH, and EVERY COMFORT. xyxy=(847,281,945,304)
